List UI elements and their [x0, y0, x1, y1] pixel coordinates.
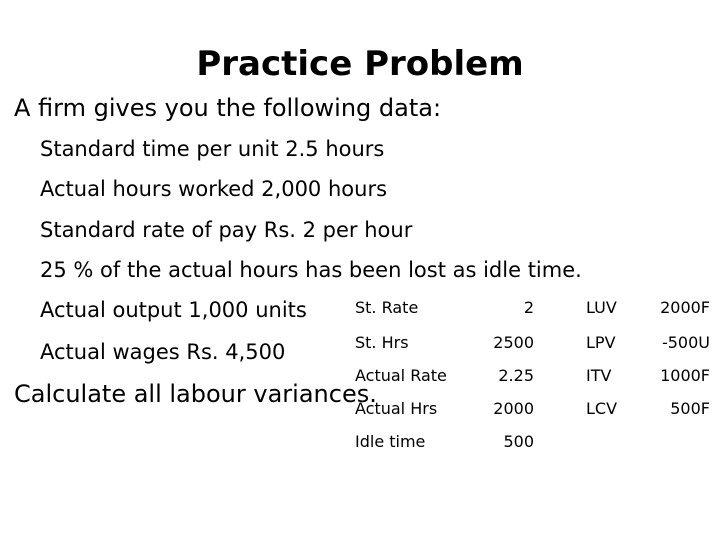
intro-text: A firm gives you the following data: — [14, 94, 442, 122]
data-line-actual-output: Actual output 1,000 units — [40, 298, 307, 322]
variance-code: LPV — [586, 333, 616, 352]
table-row-value: 500 — [503, 432, 534, 451]
table-row-label: St. Hrs — [355, 333, 409, 352]
data-line-standard-rate: Standard rate of pay Rs. 2 per hour — [40, 218, 413, 242]
data-line-idle-time: 25 % of the actual hours has been lost as idle time. — [40, 258, 582, 282]
variance-value: 500F — [670, 399, 710, 418]
table-row-label: Actual Hrs — [355, 399, 438, 418]
table-row-value: 2.25 — [498, 366, 534, 385]
table-row-label: Actual Rate — [355, 366, 447, 385]
variance-code: ITV — [586, 366, 612, 385]
variance-code: LUV — [586, 298, 617, 317]
variance-value: -500U — [661, 333, 710, 352]
data-line-standard-time: Standard time per unit 2.5 hours — [40, 137, 385, 161]
table-row-label: Idle time — [355, 432, 426, 451]
table-row-value: 2500 — [493, 333, 534, 352]
data-line-actual-hours: Actual hours worked 2,000 hours — [40, 177, 388, 201]
table-row-label: St. Rate — [355, 298, 419, 317]
data-line-actual-wages: Actual wages Rs. 4,500 — [40, 340, 286, 364]
variance-value: 1000F — [660, 366, 710, 385]
table-row-value: 2000 — [493, 399, 534, 418]
table-row-value: 2 — [523, 298, 534, 317]
variance-code: LCV — [586, 399, 618, 418]
calculate-instruction: Calculate all labour variances. — [14, 380, 377, 408]
slide-title: Practice Problem — [196, 44, 524, 84]
variance-value: 2000F — [660, 298, 710, 317]
